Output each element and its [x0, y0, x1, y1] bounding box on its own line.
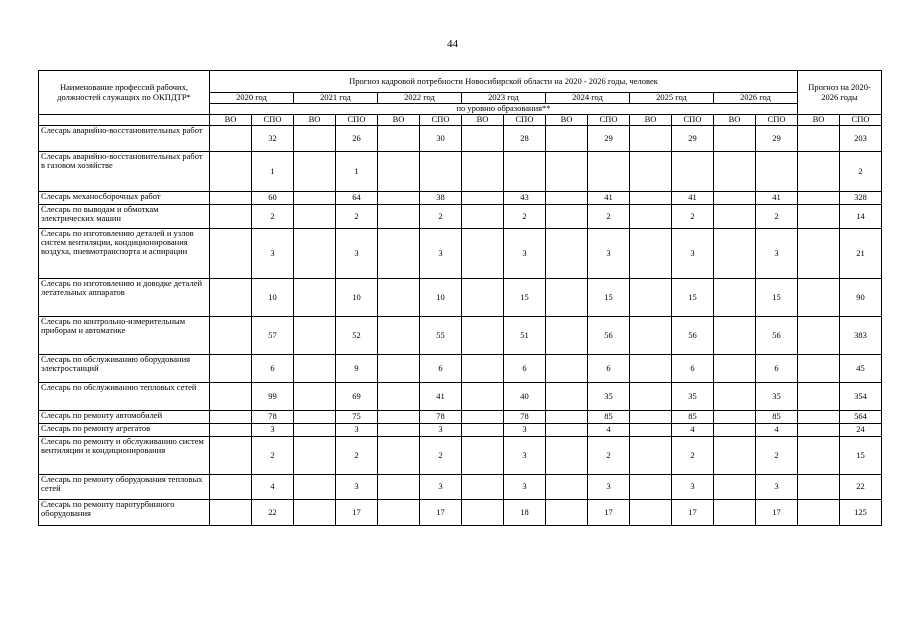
vo-cell: [546, 411, 588, 424]
vo-cell: [294, 411, 336, 424]
spo-cell: 35: [588, 383, 630, 411]
total-spo-cell: 354: [840, 383, 882, 411]
vo-cell: [630, 317, 672, 355]
vo-cell: [546, 437, 588, 475]
vo-cell: [798, 437, 840, 475]
spo-cell: 1: [336, 152, 378, 192]
spo-cell: 3: [588, 475, 630, 500]
spo-cell: 17: [336, 500, 378, 526]
vo-cell: [714, 279, 756, 317]
vo-cell: [378, 437, 420, 475]
vo-cell: [210, 437, 252, 475]
total-spo-cell: 383: [840, 317, 882, 355]
header-spo: СПО: [336, 115, 378, 126]
vo-cell: [798, 424, 840, 437]
vo-cell: [462, 205, 504, 229]
vo-cell: [378, 152, 420, 192]
vo-cell: [546, 475, 588, 500]
spo-cell: 6: [504, 355, 546, 383]
vo-cell: [546, 126, 588, 152]
spo-cell: 3: [756, 475, 798, 500]
total-spo-cell: 21: [840, 229, 882, 279]
header-vo: ВО: [546, 115, 588, 126]
spo-cell: 99: [252, 383, 294, 411]
vo-cell: [294, 192, 336, 205]
vo-cell: [798, 229, 840, 279]
header-vo: ВО: [294, 115, 336, 126]
vo-cell: [798, 475, 840, 500]
spo-cell: 30: [420, 126, 462, 152]
header-year: 2024 год: [546, 93, 630, 104]
vo-cell: [798, 279, 840, 317]
spo-cell: 41: [420, 383, 462, 411]
vo-cell: [294, 475, 336, 500]
header-year: 2025 год: [630, 93, 714, 104]
vo-cell: [546, 192, 588, 205]
profession-name: Слесарь по ремонту паротурбинного оборудования: [39, 500, 210, 526]
spo-cell: 40: [504, 383, 546, 411]
spo-cell: 2: [336, 205, 378, 229]
table-row: [39, 192, 882, 205]
vo-cell: [210, 152, 252, 192]
spo-cell: [672, 152, 714, 192]
total-spo-cell: 22: [840, 475, 882, 500]
vo-cell: [546, 317, 588, 355]
spo-cell: 2: [672, 437, 714, 475]
vo-cell: [714, 383, 756, 411]
spo-cell: 3: [756, 229, 798, 279]
spo-cell: 3: [420, 475, 462, 500]
header-vo: ВО: [798, 115, 840, 126]
table-row: [39, 383, 882, 411]
spo-cell: 4: [588, 424, 630, 437]
profession-name: Слесарь аварийно-восстановительных работ в газовом хозяйстве: [39, 152, 210, 192]
vo-cell: [798, 355, 840, 383]
vo-cell: [714, 152, 756, 192]
spo-cell: 78: [252, 411, 294, 424]
spo-cell: 55: [420, 317, 462, 355]
vo-cell: [210, 355, 252, 383]
header-vo: ВО: [630, 115, 672, 126]
table-header: [39, 71, 882, 126]
spo-cell: 3: [252, 229, 294, 279]
total-spo-cell: 14: [840, 205, 882, 229]
spo-cell: 4: [252, 475, 294, 500]
spo-cell: [504, 152, 546, 192]
spo-cell: 85: [672, 411, 714, 424]
spo-cell: 3: [672, 229, 714, 279]
spo-cell: 51: [504, 317, 546, 355]
header-vo: ВО: [210, 115, 252, 126]
vo-cell: [714, 192, 756, 205]
total-spo-cell: 2: [840, 152, 882, 192]
vo-cell: [378, 355, 420, 383]
vo-cell: [546, 152, 588, 192]
spo-cell: 2: [756, 205, 798, 229]
vo-cell: [798, 411, 840, 424]
vo-cell: [714, 205, 756, 229]
spo-cell: 4: [756, 424, 798, 437]
header-forecast-title: Прогноз кадровой потребности Новосибирской области на 2020 - 2026 годы, человек: [210, 71, 798, 93]
header-spo: СПО: [420, 115, 462, 126]
table-row: [39, 279, 882, 317]
spo-cell: 17: [420, 500, 462, 526]
vo-cell: [630, 500, 672, 526]
vo-cell: [630, 437, 672, 475]
spo-cell: 6: [756, 355, 798, 383]
header-empty-cell: [39, 115, 210, 126]
spo-cell: 32: [252, 126, 294, 152]
vo-cell: [714, 500, 756, 526]
vo-cell: [630, 205, 672, 229]
profession-name: Слесарь механосборочных работ: [39, 192, 210, 205]
vo-cell: [462, 229, 504, 279]
spo-cell: [588, 152, 630, 192]
total-spo-cell: 24: [840, 424, 882, 437]
vo-cell: [294, 152, 336, 192]
spo-cell: 85: [756, 411, 798, 424]
vo-cell: [294, 317, 336, 355]
spo-cell: 29: [756, 126, 798, 152]
profession-name: Слесарь по ремонту оборудования тепловых сетей: [39, 475, 210, 500]
vo-cell: [210, 229, 252, 279]
vo-cell: [714, 229, 756, 279]
table-row: [39, 411, 882, 424]
header-year: 2020 год: [210, 93, 294, 104]
vo-cell: [294, 229, 336, 279]
vo-cell: [462, 383, 504, 411]
vo-cell: [798, 317, 840, 355]
vo-cell: [798, 500, 840, 526]
profession-name: Слесарь аварийно-восстановительных работ: [39, 126, 210, 152]
spo-cell: [420, 152, 462, 192]
total-spo-cell: 125: [840, 500, 882, 526]
spo-cell: 57: [252, 317, 294, 355]
vo-cell: [294, 500, 336, 526]
table-row: [39, 500, 882, 526]
vo-cell: [210, 205, 252, 229]
vo-cell: [462, 424, 504, 437]
vo-cell: [546, 229, 588, 279]
spo-cell: 29: [672, 126, 714, 152]
vo-cell: [210, 411, 252, 424]
total-spo-cell: 45: [840, 355, 882, 383]
spo-cell: 43: [504, 192, 546, 205]
vo-cell: [462, 126, 504, 152]
vo-cell: [294, 279, 336, 317]
spo-cell: 4: [672, 424, 714, 437]
spo-cell: 41: [588, 192, 630, 205]
table-row: [39, 437, 882, 475]
profession-name: Слесарь по ремонту и обслуживанию систем вентиляции и кондиционирования: [39, 437, 210, 475]
header-year: 2021 год: [294, 93, 378, 104]
table-row: [39, 317, 882, 355]
header-year: 2022 год: [378, 93, 462, 104]
vo-cell: [462, 152, 504, 192]
vo-cell: [798, 152, 840, 192]
spo-cell: 10: [336, 279, 378, 317]
vo-cell: [210, 126, 252, 152]
spo-cell: 3: [504, 424, 546, 437]
vo-cell: [714, 475, 756, 500]
table-row: [39, 475, 882, 500]
spo-cell: 2: [336, 437, 378, 475]
spo-cell: 2: [252, 205, 294, 229]
spo-cell: 6: [588, 355, 630, 383]
vo-cell: [714, 437, 756, 475]
spo-cell: 56: [588, 317, 630, 355]
total-spo-cell: 328: [840, 192, 882, 205]
header-vo: ВО: [378, 115, 420, 126]
vo-cell: [210, 317, 252, 355]
spo-cell: 9: [336, 355, 378, 383]
spo-cell: 6: [252, 355, 294, 383]
vo-cell: [294, 126, 336, 152]
spo-cell: 17: [756, 500, 798, 526]
spo-cell: 78: [420, 411, 462, 424]
header-spo: СПО: [252, 115, 294, 126]
vo-cell: [630, 355, 672, 383]
table-body: [39, 126, 882, 526]
vo-cell: [462, 192, 504, 205]
vo-cell: [546, 279, 588, 317]
spo-cell: 15: [588, 279, 630, 317]
header-spo: СПО: [588, 115, 630, 126]
vo-cell: [798, 205, 840, 229]
vo-cell: [378, 411, 420, 424]
vo-cell: [378, 192, 420, 205]
header-profession-name: Наименование профессий рабочих, должностей служащих по ОКПДТР*: [39, 71, 210, 115]
spo-cell: 64: [336, 192, 378, 205]
vo-cell: [630, 475, 672, 500]
vo-cell: [210, 500, 252, 526]
spo-cell: 15: [672, 279, 714, 317]
header-level-row: [39, 115, 882, 126]
vo-cell: [714, 411, 756, 424]
vo-cell: [630, 383, 672, 411]
spo-cell: 1: [252, 152, 294, 192]
spo-cell: 41: [756, 192, 798, 205]
spo-cell: 69: [336, 383, 378, 411]
spo-cell: 3: [336, 229, 378, 279]
vo-cell: [630, 279, 672, 317]
vo-cell: [546, 500, 588, 526]
spo-cell: 78: [504, 411, 546, 424]
vo-cell: [546, 424, 588, 437]
vo-cell: [798, 192, 840, 205]
vo-cell: [294, 205, 336, 229]
spo-cell: 60: [252, 192, 294, 205]
vo-cell: [378, 383, 420, 411]
table-row: [39, 424, 882, 437]
profession-name: Слесарь по изготовлению и доводке деталей летательных аппаратов: [39, 279, 210, 317]
vo-cell: [714, 355, 756, 383]
spo-cell: 2: [672, 205, 714, 229]
page-number: 44: [447, 38, 458, 50]
vo-cell: [630, 152, 672, 192]
spo-cell: 15: [756, 279, 798, 317]
spo-cell: 75: [336, 411, 378, 424]
vo-cell: [630, 411, 672, 424]
total-spo-cell: 90: [840, 279, 882, 317]
vo-cell: [210, 192, 252, 205]
vo-cell: [462, 355, 504, 383]
spo-cell: 35: [756, 383, 798, 411]
spo-cell: 2: [756, 437, 798, 475]
vo-cell: [210, 475, 252, 500]
spo-cell: 3: [672, 475, 714, 500]
spo-cell: 3: [420, 424, 462, 437]
profession-name: Слесарь по обслуживанию тепловых сетей: [39, 383, 210, 411]
spo-cell: 52: [336, 317, 378, 355]
spo-cell: 15: [504, 279, 546, 317]
spo-cell: 2: [420, 205, 462, 229]
spo-cell: 17: [672, 500, 714, 526]
table-row: [39, 205, 882, 229]
spo-cell: 85: [588, 411, 630, 424]
spo-cell: 2: [420, 437, 462, 475]
spo-cell: 3: [504, 475, 546, 500]
vo-cell: [294, 355, 336, 383]
spo-cell: [756, 152, 798, 192]
spo-cell: 2: [252, 437, 294, 475]
vo-cell: [462, 475, 504, 500]
spo-cell: 28: [504, 126, 546, 152]
table-row: [39, 229, 882, 279]
profession-name: Слесарь по обслуживанию оборудования электростанций: [39, 355, 210, 383]
vo-cell: [378, 229, 420, 279]
spo-cell: 3: [504, 437, 546, 475]
spo-cell: 56: [756, 317, 798, 355]
spo-cell: 2: [504, 205, 546, 229]
vo-cell: [378, 126, 420, 152]
vo-cell: [462, 279, 504, 317]
spo-cell: 3: [588, 229, 630, 279]
profession-name: Слесарь по контрольно-измерительным приборам и автоматике: [39, 317, 210, 355]
total-spo-cell: 15: [840, 437, 882, 475]
header-by-level: по уровню образования**: [210, 104, 798, 115]
header-spo: СПО: [840, 115, 882, 126]
spo-cell: 2: [588, 437, 630, 475]
spo-cell: 2: [588, 205, 630, 229]
header-year: 2026 год: [714, 93, 798, 104]
spo-cell: 6: [672, 355, 714, 383]
spo-cell: 10: [252, 279, 294, 317]
spo-cell: 17: [588, 500, 630, 526]
spo-cell: 3: [420, 229, 462, 279]
total-spo-cell: 203: [840, 126, 882, 152]
spo-cell: 35: [672, 383, 714, 411]
vo-cell: [294, 437, 336, 475]
header-spo: СПО: [672, 115, 714, 126]
profession-name: Слесарь по ремонту автомобилей: [39, 411, 210, 424]
total-spo-cell: 564: [840, 411, 882, 424]
vo-cell: [462, 437, 504, 475]
header-year: 2023 год: [462, 93, 546, 104]
vo-cell: [630, 192, 672, 205]
spo-cell: 6: [420, 355, 462, 383]
vo-cell: [294, 424, 336, 437]
spo-cell: 3: [336, 424, 378, 437]
table-row: [39, 355, 882, 383]
vo-cell: [546, 205, 588, 229]
vo-cell: [210, 279, 252, 317]
vo-cell: [798, 126, 840, 152]
header-total-title: Прогноз на 2020-2026 годы: [798, 71, 882, 115]
vo-cell: [714, 424, 756, 437]
vo-cell: [630, 424, 672, 437]
header-vo: ВО: [714, 115, 756, 126]
spo-cell: 38: [420, 192, 462, 205]
vo-cell: [630, 229, 672, 279]
spo-cell: 3: [336, 475, 378, 500]
profession-name: Слесарь по выводам и обмоткам электрических машин: [39, 205, 210, 229]
spo-cell: 10: [420, 279, 462, 317]
vo-cell: [210, 383, 252, 411]
spo-cell: 18: [504, 500, 546, 526]
vo-cell: [378, 279, 420, 317]
header-spo: СПО: [504, 115, 546, 126]
vo-cell: [714, 126, 756, 152]
spo-cell: 56: [672, 317, 714, 355]
spo-cell: 26: [336, 126, 378, 152]
table-row: [39, 152, 882, 192]
profession-name: Слесарь по ремонту агрегатов: [39, 424, 210, 437]
forecast-table: [38, 70, 882, 526]
vo-cell: [378, 317, 420, 355]
header-spo: СПО: [756, 115, 798, 126]
profession-name: Слесарь по изготовлению деталей и узлов систем вентиляции, кондиционирования воздуха, пневмотранспорта и аспирации: [39, 229, 210, 279]
spo-cell: 3: [252, 424, 294, 437]
vo-cell: [714, 317, 756, 355]
vo-cell: [546, 355, 588, 383]
vo-cell: [462, 500, 504, 526]
spo-cell: 3: [504, 229, 546, 279]
spo-cell: 22: [252, 500, 294, 526]
vo-cell: [462, 317, 504, 355]
vo-cell: [630, 126, 672, 152]
table-row: [39, 126, 882, 152]
spo-cell: 41: [672, 192, 714, 205]
vo-cell: [378, 500, 420, 526]
vo-cell: [210, 424, 252, 437]
vo-cell: [378, 205, 420, 229]
vo-cell: [546, 383, 588, 411]
spo-cell: 29: [588, 126, 630, 152]
vo-cell: [378, 424, 420, 437]
vo-cell: [378, 475, 420, 500]
header-vo: ВО: [462, 115, 504, 126]
vo-cell: [462, 411, 504, 424]
vo-cell: [798, 383, 840, 411]
vo-cell: [294, 383, 336, 411]
